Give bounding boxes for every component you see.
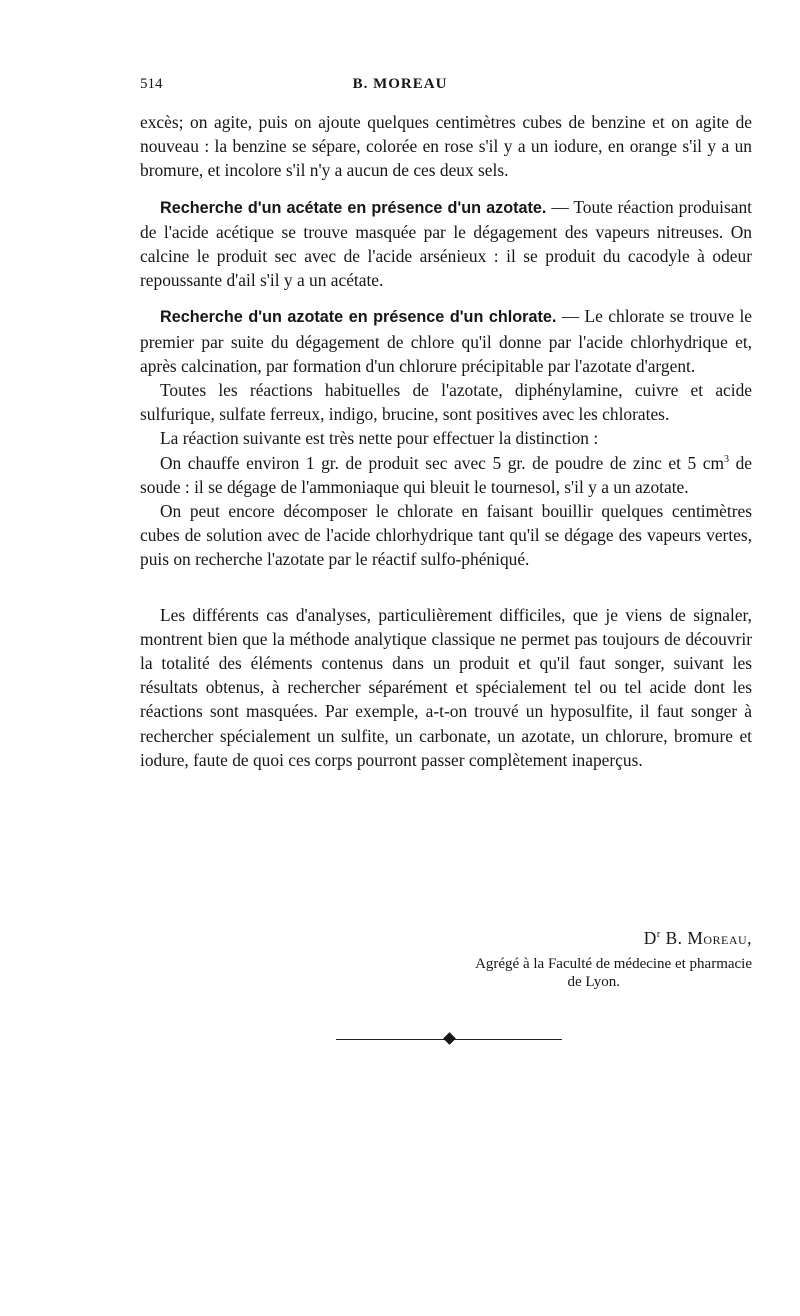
section-heading-acetate: Recherche d'un acétate en présence d'un azotate. xyxy=(160,198,547,217)
paragraph-7: On peut encore décomposer le chlorate en faisant bouillir quelques centimètres cubes de solution avec de l'acide chlorhydrique tant qu'il se dégage des vapeurs vertes, puis on recherche l'azotate par le réactif sulfo-phéniqué. xyxy=(140,501,752,570)
article-body xyxy=(140,110,752,772)
section-heading-azotate: Recherche d'un azotate en présence d'un chlorate. xyxy=(160,308,557,327)
paragraph-acetate-text: — Toute réaction produisant de l'acide acétique se trouve masquée par le dégagement des vapeurs nitreuses. On calcine le produit sec avec de l'acide arsénieux : il se produit du cacodyle à odeur repoussante d'ail s'il y a un acétate. xyxy=(140,196,753,291)
paragraph-6 xyxy=(140,451,752,499)
superscript-3: 3 xyxy=(724,453,730,465)
signature-name-line xyxy=(360,928,752,949)
page-header xyxy=(140,76,660,96)
paragraph-acetate xyxy=(140,195,752,293)
signature-title-sup: r xyxy=(656,929,661,941)
end-ornament-icon xyxy=(443,1032,456,1045)
paragraph-conclusion: Les différents cas d'analyses, particulièrement difficiles, que je viens de signaler, montrent bien que la méthode analytique classique ne permet pas toujours de découvrir la totalité des éléments contenus dans un produit et qu'il faut songer, suivant les résultats obtenus, à rechercher séparément et spécialement tel ou tel acide dont les réactions sont masquées. Par exemple, a-t-on trouvé un hyposulfite, il faut songer à rechercher spécialement un sulfite, un carbonate, un azotate, un chlorure, bromure et iodure, faute de quoi ces corps pourront passer complètement inaperçus. xyxy=(140,604,752,770)
signature-affiliation: Agrégé à la Faculté de médecine et pharmacie xyxy=(475,956,752,972)
paragraph-6-part-1: On chauffe environ 1 gr. de produit sec avec 5 gr. de poudre de zinc et 5 cm xyxy=(160,452,725,473)
running-title: B. MOREAU xyxy=(352,76,448,92)
paragraph-azotate xyxy=(140,304,752,378)
paragraph-azotate-text: — Le chlorate se trouve le premier par suite du dégagement de chlore qu'il donne par l'acide chlorhydrique et, après calcination, par formation d'un chlorure précipitable par l'azotate d'argent. xyxy=(140,306,752,376)
paragraph-1: excès; on agite, puis on ajoute quelques centimètres cubes de benzine et on agite de nouveau : la benzine se sépare, colorée en rose s'il y a un iodure, en orange s'il y a un bromure, et incolore s'il n'y a aucun de ces deux sels. xyxy=(140,112,752,181)
paragraph-6-part-2: de soude : il se dégage de l'ammoniaque qui bleuit le tournesol, s'il y a un azotate. xyxy=(140,452,752,497)
signature-title: D xyxy=(643,928,657,948)
signature-city: de Lyon. xyxy=(567,974,620,990)
paragraph-5: La réaction suivante est très nette pour effectuer la distinction : xyxy=(160,428,599,449)
paragraph-4: Toutes les réactions habituelles de l'azotate, diphénylamine, cuivre et acide sulfurique, sulfate ferreux, indigo, brucine, sont positives avec les chlorates. xyxy=(140,380,752,425)
signature-name: B. Moreau, xyxy=(665,928,752,948)
page-number: 514 xyxy=(140,76,163,92)
